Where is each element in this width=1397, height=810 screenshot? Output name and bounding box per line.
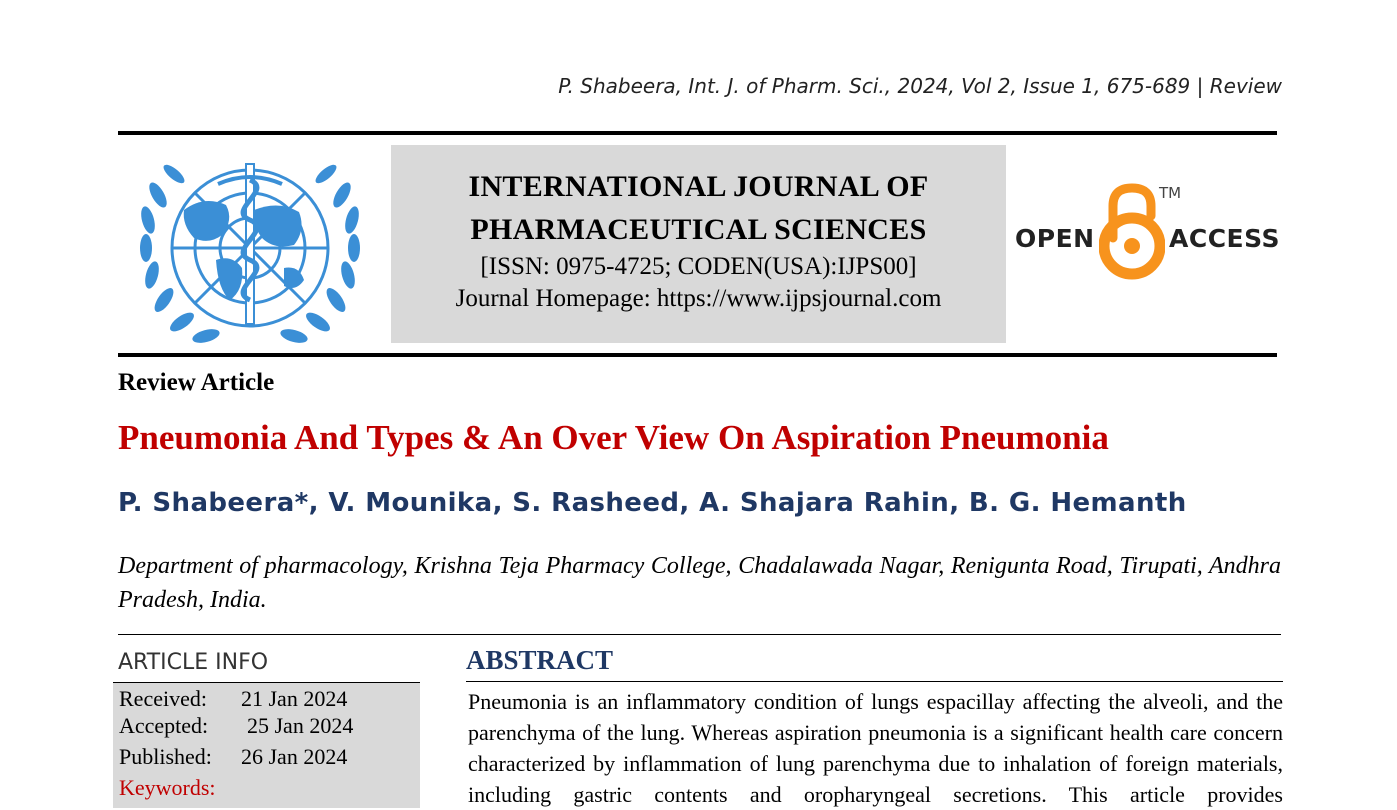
published-date: 26 Jan 2024 xyxy=(241,744,348,769)
accepted-row xyxy=(119,713,353,739)
affiliation: Department of pharmacology, Krishna Teja Pharmacy College, Chadalawada Nagar, Renigunta Road, Tirupati, Andhra Pradesh, India. xyxy=(118,553,1281,613)
who-style-emblem-icon xyxy=(134,150,366,346)
received-row xyxy=(119,686,347,712)
received-date: 21 Jan 2024 xyxy=(241,686,348,711)
abstract-rule xyxy=(466,681,1283,682)
access-word: ACCESS xyxy=(1169,224,1281,253)
author-list: P. Shabeera*, V. Mounika, S. Rasheed, A. Shajara Rahin, B. G. Hemanth xyxy=(118,488,1187,518)
header-rule-top xyxy=(118,131,1277,135)
journal-title-line2: PHARMACEUTICAL SCIENCES xyxy=(470,213,927,246)
article-info-heading: ARTICLE INFO xyxy=(118,650,269,675)
published-row xyxy=(119,744,347,770)
journal-title-line1: INTERNATIONAL JOURNAL OF xyxy=(468,170,929,203)
accepted-label: Accepted: xyxy=(119,713,209,738)
abstract-text: Pneumonia is an inflammatory condition of lungs espacillay affecting the alveoli, and the parenchyma of the lung. Whereas aspiration pneumonia is a significant health care concern characterized by inflammation of lung parenchyma due to inhalation of foreign materials, including gastric contents and oropharyngeal secretions. This article provides xyxy=(468,689,1283,807)
published-label: Published: xyxy=(119,744,212,769)
paper-title: Pneumonia And Types & An Over View On Aspiration Pneumonia xyxy=(118,418,1109,457)
trademark-mark: TM xyxy=(1159,184,1182,202)
open-word: OPEN xyxy=(1015,224,1095,253)
accepted-date: 25 Jan 2024 xyxy=(247,713,354,738)
journal-homepage-link[interactable]: Journal Homepage: https://www.ijpsjournal.com xyxy=(455,285,942,312)
keywords-label: Keywords: xyxy=(119,775,216,800)
citation-header: P. Shabeera, Int. J. of Pharm. Sci., 2024, Vol 2, Issue 1, 675-689 | Review xyxy=(558,74,1282,98)
open-access-badge xyxy=(1013,180,1281,284)
article-type-label: Review Article xyxy=(118,369,275,396)
journal-issn: [ISSN: 0975-4725; CODEN(USA):IJPS00] xyxy=(480,253,917,280)
abstract-heading: ABSTRACT xyxy=(466,645,614,675)
section-divider xyxy=(118,634,1281,635)
header-rule-bottom xyxy=(118,353,1277,357)
article-info-box xyxy=(113,683,420,808)
journal-info-box xyxy=(391,145,1006,343)
open-lock-icon xyxy=(1099,180,1165,284)
received-label: Received: xyxy=(119,686,207,711)
